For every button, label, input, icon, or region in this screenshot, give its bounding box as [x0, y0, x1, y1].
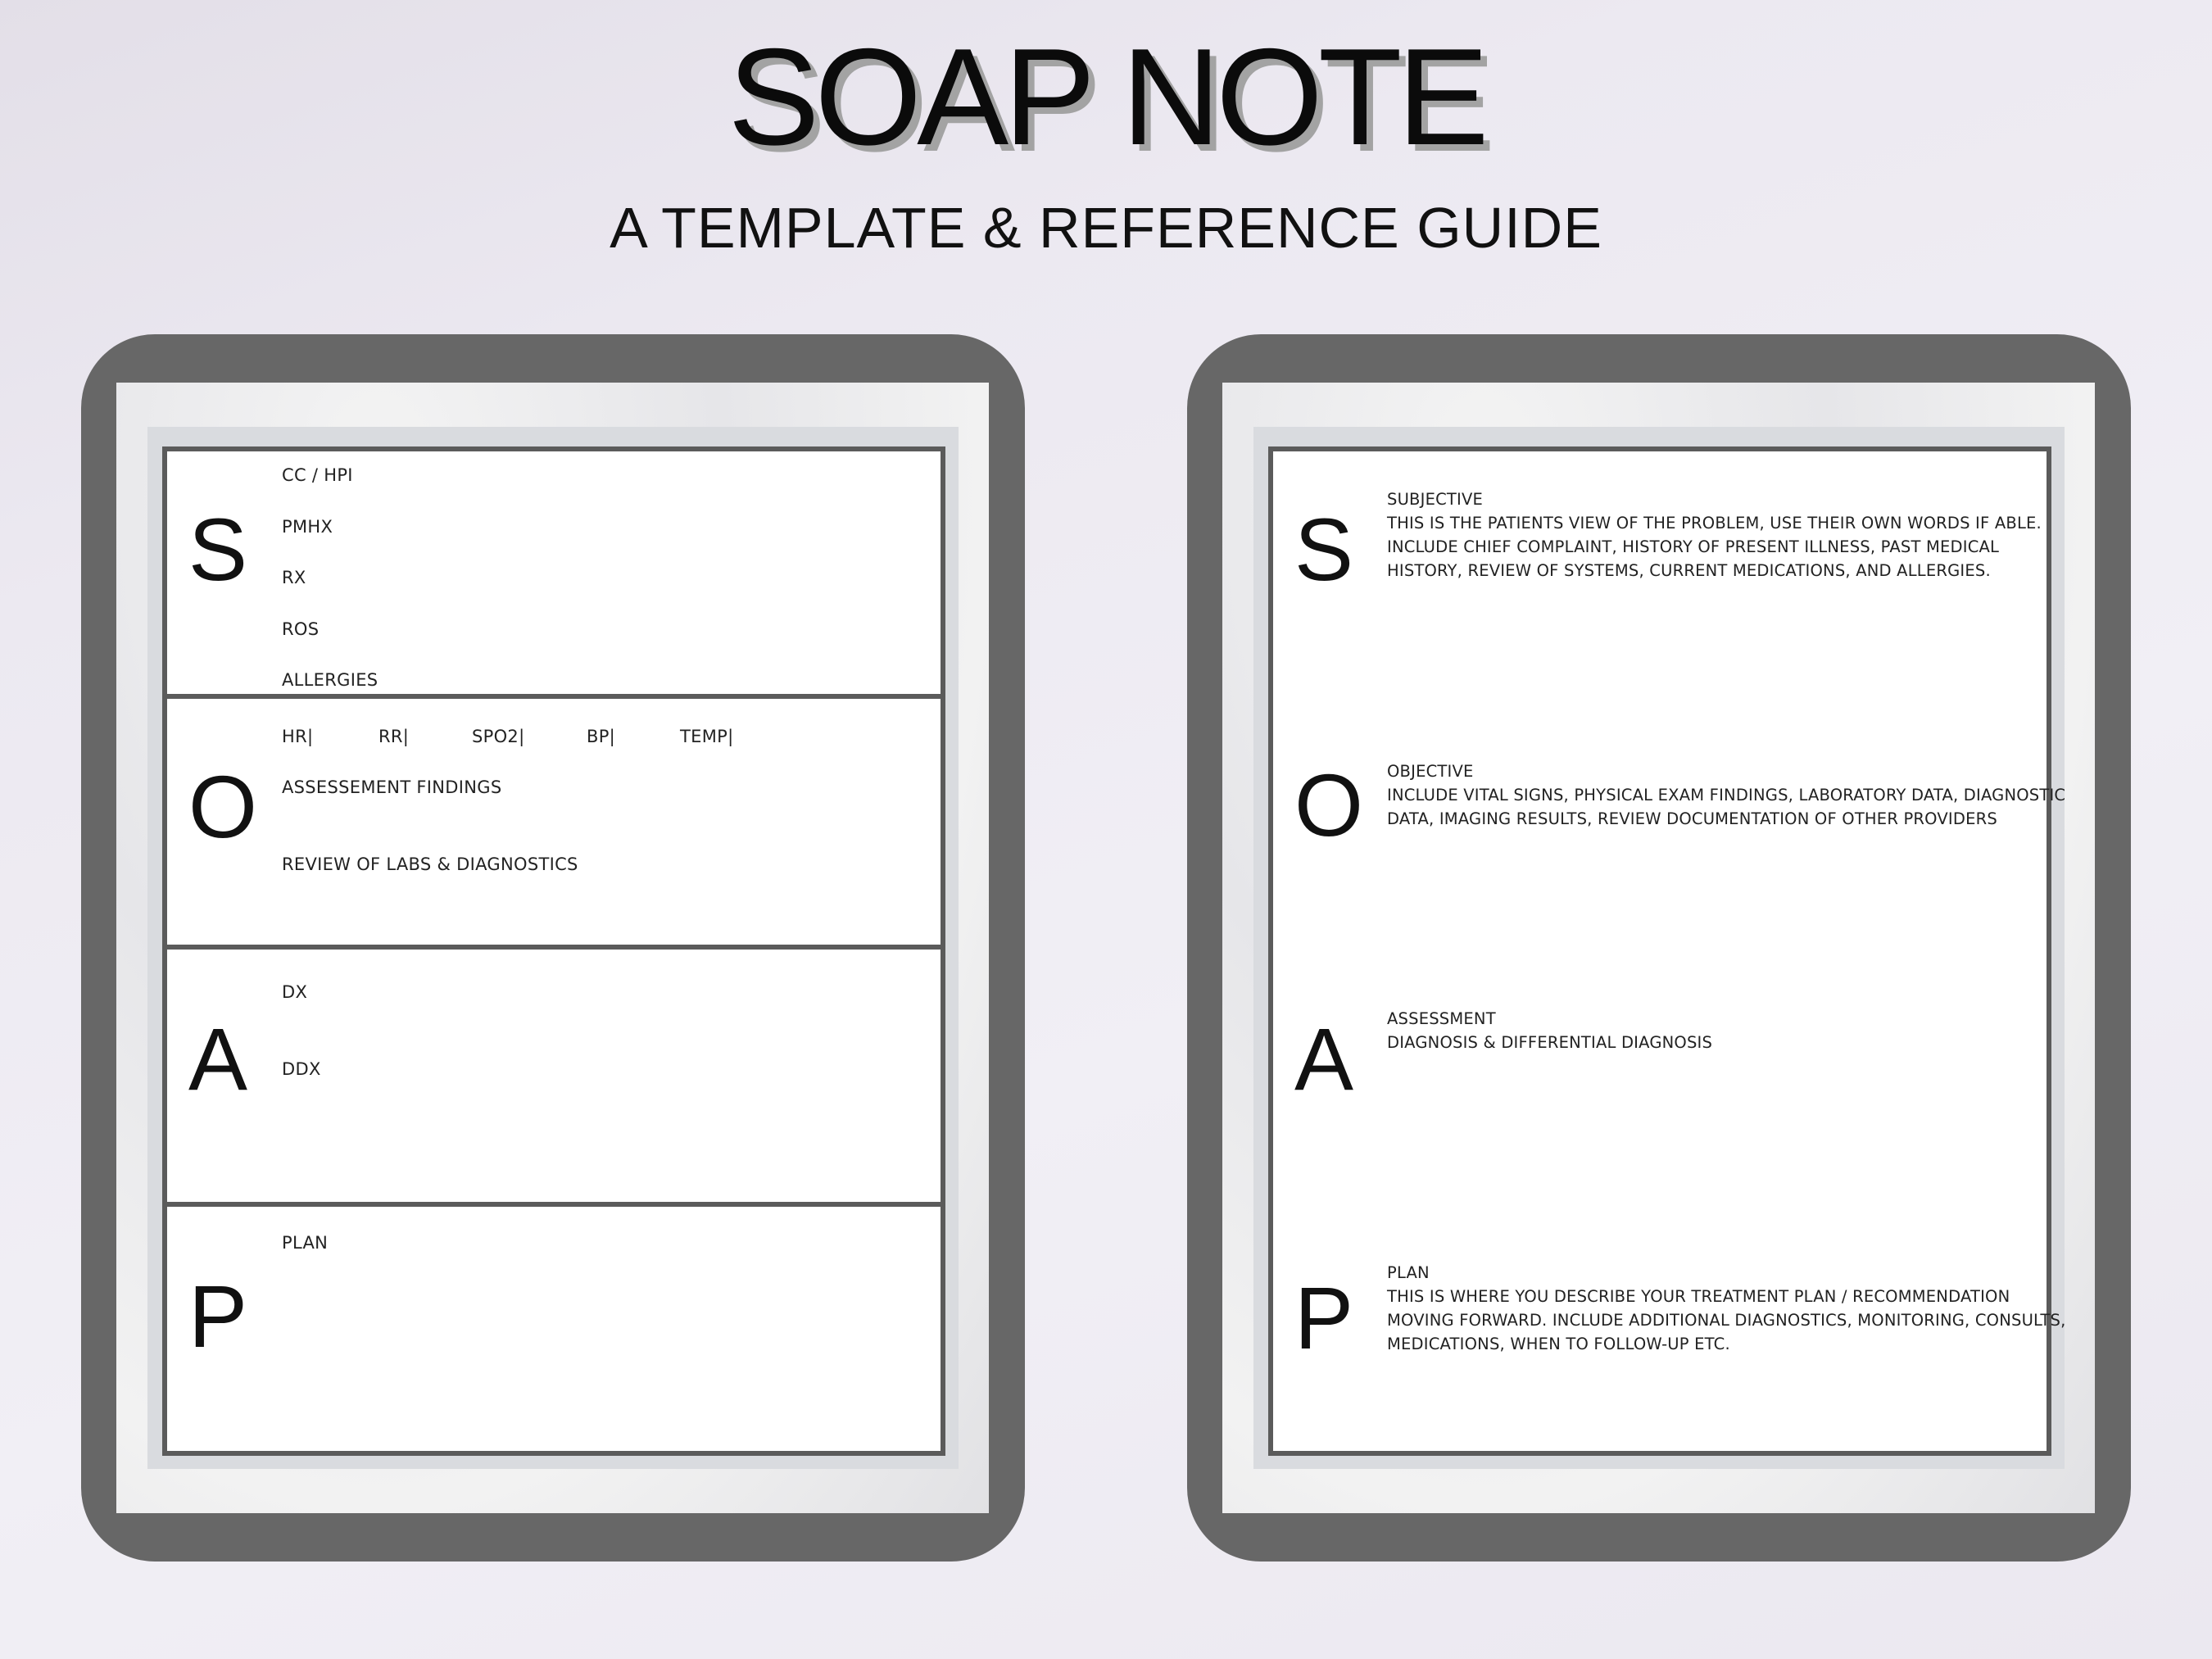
field-assessment-findings: ASSESSEMENT FINDINGS — [282, 777, 502, 797]
tablet-screen — [1222, 383, 2095, 1513]
section-letter-o: O — [188, 757, 258, 856]
tablet-screen — [116, 383, 989, 1513]
assessment-heading: ASSESSMENT — [1387, 1009, 1496, 1028]
assessment-description — [1387, 1007, 2042, 1054]
description-line: DIAGNOSIS & DIFFERENTIAL DIAGNOSIS — [1387, 1033, 1713, 1052]
section-letter-s: S — [1294, 500, 1354, 599]
description-line: THIS IS THE PATIENTS VIEW OF THE PROBLEM, USE THEIR OWN WORDS IF ABLE. — [1387, 514, 2042, 533]
assessment-reference — [1273, 959, 2047, 1213]
field-pmhx: PMHX — [282, 517, 333, 537]
section-letter-s: S — [188, 500, 248, 599]
subjective-heading: SUBJECTIVE — [1387, 490, 1484, 509]
objective-description — [1387, 759, 2066, 831]
assessment-section — [167, 950, 941, 1207]
page-mat — [147, 427, 959, 1469]
soap-reference-page — [1268, 446, 2066, 1456]
field-temp: TEMP| — [680, 727, 734, 746]
description-line: DATA, IMAGING RESULTS, REVIEW DOCUMENTATION OF OTHER PROVIDERS — [1387, 809, 1997, 828]
page-subtitle: A TEMPLATE & REFERENCE GUIDE — [610, 196, 1602, 260]
field-cc-hpi: CC / HPI — [282, 465, 353, 485]
subjective-description — [1387, 487, 2042, 582]
description-line: INCLUDE CHIEF COMPLAINT, HISTORY OF PRESENT ILLNESS, PAST MEDICAL — [1387, 537, 2000, 556]
subjective-section — [167, 451, 941, 699]
soap-template-page — [162, 446, 945, 1456]
field-hr: HR| — [282, 727, 314, 746]
description-line: INCLUDE VITAL SIGNS, PHYSICAL EXAM FINDINGS, LABORATORY DATA, DIAGNOSTIC — [1387, 786, 2066, 805]
description-line: MEDICATIONS, WHEN TO FOLLOW-UP ETC. — [1387, 1335, 1730, 1353]
objective-section — [167, 699, 941, 950]
tablet-template — [81, 334, 1025, 1562]
plan-description — [1387, 1261, 2066, 1356]
subjective-reference — [1273, 451, 2047, 705]
page-title: SOAP NOTE — [728, 20, 1484, 174]
description-line: HISTORY, REVIEW OF SYSTEMS, CURRENT MEDICATIONS, AND ALLERGIES. — [1387, 561, 1991, 580]
field-rx: RX — [282, 568, 306, 587]
description-line: MOVING FORWARD. INCLUDE ADDITIONAL DIAGNOSTICS, MONITORING, CONSULTS, — [1387, 1311, 2066, 1330]
plan-heading: PLAN — [1387, 1263, 1430, 1282]
field-dx: DX — [282, 982, 308, 1002]
plan-reference — [1273, 1213, 2066, 1451]
tablet-reference — [1187, 334, 2131, 1562]
field-plan: PLAN — [282, 1233, 329, 1253]
field-allergies: ALLERGIES — [282, 670, 378, 690]
field-ros: ROS — [282, 619, 320, 639]
field-ddx: DDX — [282, 1059, 321, 1079]
field-bp: BP| — [587, 727, 616, 746]
field-spo2: SPO2| — [472, 727, 525, 746]
field-labs-diagnostics: REVIEW OF LABS & DIAGNOSTICS — [282, 854, 578, 874]
section-letter-a: A — [1294, 1009, 1354, 1108]
description-line: THIS IS WHERE YOU DESCRIBE YOUR TREATMENT PLAN / RECOMMENDATION — [1387, 1287, 2010, 1306]
objective-reference — [1273, 705, 2066, 959]
section-letter-o: O — [1294, 755, 1364, 854]
section-letter-a: A — [188, 1009, 248, 1108]
plan-section — [167, 1207, 941, 1451]
section-letter-p: P — [1294, 1268, 1354, 1367]
objective-heading: OBJECTIVE — [1387, 762, 1474, 781]
field-rr: RR| — [378, 727, 410, 746]
section-letter-p: P — [188, 1267, 248, 1366]
page-mat — [1253, 427, 2065, 1469]
